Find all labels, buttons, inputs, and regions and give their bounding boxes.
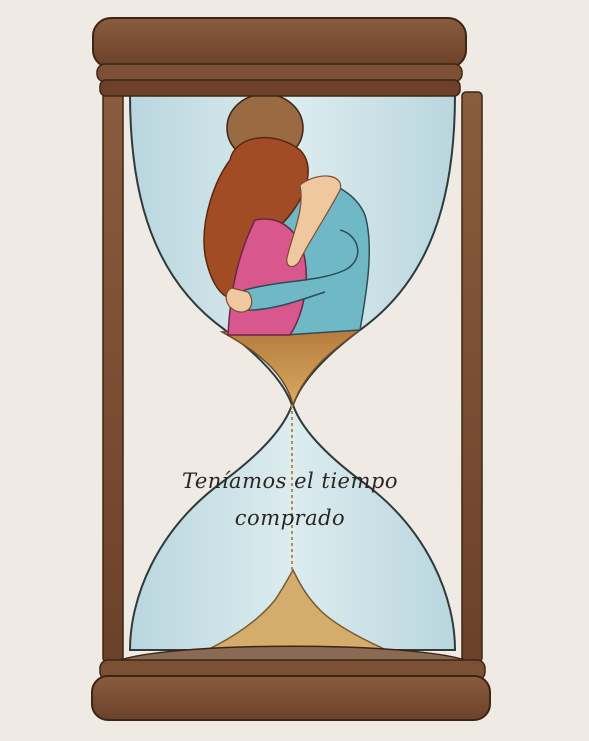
bottom-base xyxy=(92,676,490,720)
right-post xyxy=(462,92,482,662)
top-base xyxy=(100,80,460,96)
caption-line-1: Teníamos el tiempo xyxy=(182,469,398,493)
left-post xyxy=(103,92,123,662)
top-cap xyxy=(93,18,466,68)
caption-line-2: comprado xyxy=(234,506,346,530)
